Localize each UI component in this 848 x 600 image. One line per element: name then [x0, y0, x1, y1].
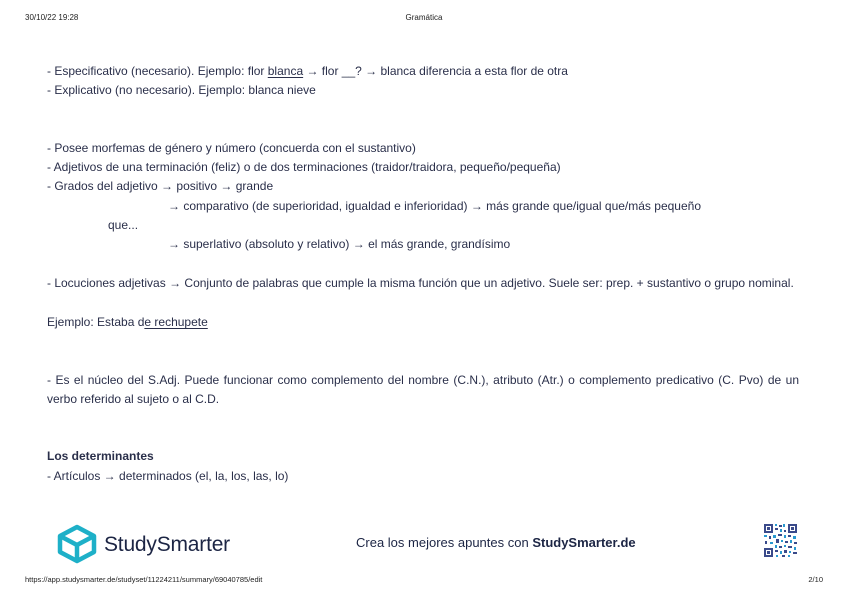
- text-line: → comparativo (de superioridad, igualdad e inferioridad) → más grande que/igual que/más pequeño: [168, 199, 701, 213]
- print-header: [25, 13, 823, 25]
- footer-slogan: [356, 535, 636, 550]
- text-segment: → flor __? → blanca diferencia a esta flor de otra: [303, 64, 568, 78]
- qr-code-icon[interactable]: [763, 523, 798, 558]
- slogan-text: Crea los mejores apuntes con: [356, 535, 533, 550]
- slogan-link[interactable]: StudySmarter.de: [532, 535, 636, 550]
- page-number: 2/10: [808, 575, 823, 584]
- text-line: que...: [108, 218, 139, 232]
- text-line: [47, 313, 208, 332]
- text-line: - Artículos → determinados (el, la, los, las, lo): [47, 469, 289, 483]
- text-paragraph: - Locuciones adjetivas → Conjunto de palabras que cumple la misma función que un adjetivo. Suele ser: prep. + sustantivo o grupo nominal.: [47, 276, 794, 290]
- text-segment: Ejemplo: Estaba d: [47, 315, 145, 329]
- text-line: - Grados del adjetivo → positivo → grande: [47, 179, 274, 193]
- studysmarter-logo-icon: [56, 524, 98, 564]
- underlined-text: e rechupete: [144, 315, 208, 329]
- text-line: - Adjetivos de una terminación (feliz) o de dos terminaciones (traidor/traidora, pequeño/pequeña): [47, 160, 561, 174]
- text-segment: - Especificativo (necesario). Ejemplo: flor: [47, 64, 268, 78]
- text-paragraph: - Es el núcleo del S.Adj. Puede funcionar como complemento del nombre (C.N.), atributo (Atr.) o complemento predicativo (C. Pvo) de un verbo referido al sujeto o al C.D.: [47, 373, 799, 406]
- text-line: - Posee morfemas de género y número (concuerda con el sustantivo): [47, 141, 416, 155]
- print-footer: [25, 575, 823, 587]
- studysmarter-footer: [0, 520, 848, 568]
- print-datetime: 30/10/22 19:28: [25, 13, 79, 22]
- studysmarter-logo[interactable]: [56, 524, 256, 564]
- brand-name: StudySmarter: [104, 533, 230, 556]
- print-title: Gramática: [405, 13, 443, 22]
- print-url[interactable]: https://app.studysmarter.de/studyset/11224211/summary/69040785/edit: [25, 575, 263, 584]
- underlined-text: blanca: [267, 64, 304, 78]
- text-line: - Explicativo (no necesario). Ejemplo: blanca nieve: [47, 83, 316, 97]
- text-line: [47, 62, 568, 81]
- text-line: → superlativo (absoluto y relativo) → el más grande, grandísimo: [168, 237, 511, 251]
- section-heading: Los determinantes: [47, 449, 154, 463]
